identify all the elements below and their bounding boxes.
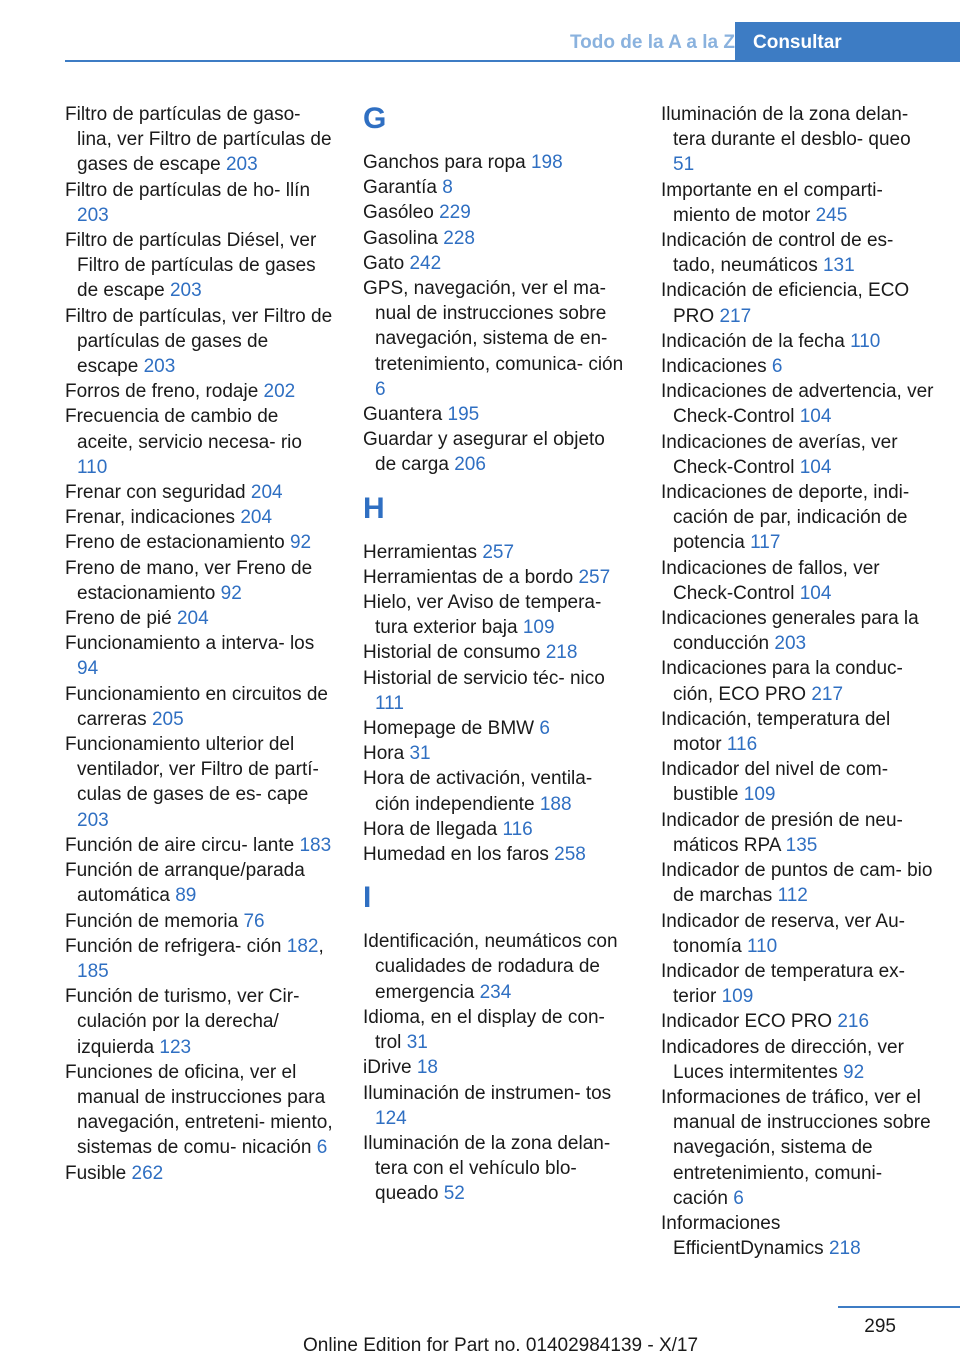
page-ref-link[interactable]: 198: [530, 152, 563, 173]
entry-text: Funcionamiento en circuitos de carreras: [65, 683, 328, 730]
page-ref-link[interactable]: 6: [733, 1187, 744, 1209]
page-ref-link[interactable]: 124: [375, 1107, 407, 1129]
entry-text: Iluminación de instrumen‐ tos: [363, 1082, 612, 1104]
index-entry: [65, 1161, 333, 1186]
index-entry: [65, 984, 333, 1060]
entry-text: Indicador de presión de neu‐ máticos RPA: [661, 809, 903, 856]
page-ref-link[interactable]: 31: [409, 743, 431, 765]
index-entry: [661, 606, 935, 656]
entry-text: Indicador de temperatura ex‐ terior: [661, 960, 905, 1008]
page-ref-link[interactable]: 109: [721, 986, 754, 1008]
entry-text: Filtro de partículas Diésel, ver Filtro de partículas de gases de escape: [65, 230, 317, 302]
letter-heading-g: G: [363, 102, 387, 135]
entry-text: Indicaciones generales para la conducción: [661, 608, 919, 655]
entry-text: Indicaciones: [661, 356, 767, 378]
entry-text: Iluminación de la zona delan‐ tera durante el desblo‐ queo: [661, 104, 911, 151]
page-ref-link[interactable]: 109: [743, 784, 776, 806]
entry-text: Funciones de oficina, ver el manual de instrucciones para navegación, entreteni‐ miento, sistemas de comu‐ nicación: [65, 1061, 333, 1159]
index-entry: [363, 640, 631, 665]
header-rule: [65, 60, 960, 62]
page-ref-link[interactable]: 110: [77, 456, 108, 478]
index-entry: [363, 226, 631, 251]
page-ref-link[interactable]: 245: [815, 204, 848, 226]
page-ref-link[interactable]: 116: [502, 818, 533, 840]
entry-text: GPS, navegación, ver el ma‐ nual de instrucciones sobre navegación, sistema de en‐ tretenimiento, comunica‐ ción: [363, 278, 624, 375]
page-ref-link[interactable]: 6: [539, 718, 550, 740]
entry-text: Humedad en los faros: [363, 844, 549, 866]
page-ref-link[interactable]: 76: [243, 910, 265, 932]
index-entry: [363, 1131, 631, 1207]
entry-text: Forros de freno, rodaje: [65, 381, 259, 403]
index-entry: [65, 228, 333, 304]
index-entry: [363, 251, 631, 276]
index-entry: [65, 102, 333, 178]
page-ref-link[interactable]: 6: [771, 356, 783, 378]
page-ref-link[interactable]: 195: [447, 404, 480, 426]
index-entry: [65, 682, 333, 732]
edition-footer: Online Edition for Part no. 01402984139 - X/17: [303, 1335, 699, 1356]
entry-text: Función de arranque/parada automática: [65, 860, 305, 907]
page-ref-link[interactable]: 110: [746, 935, 778, 957]
page-ref-link[interactable]: 123: [159, 1036, 192, 1058]
index-column-1: [65, 102, 333, 1186]
entry-text: Funcionamiento a interva‐ los: [65, 633, 315, 655]
page-ref-link[interactable]: 92: [289, 532, 312, 554]
page-ref-link[interactable]: 234: [479, 981, 512, 1003]
page-ref-link[interactable]: 217: [719, 305, 752, 327]
page-ref-link[interactable]: 218: [828, 1238, 861, 1260]
entry-text: Función de refrigera‐ ción: [65, 935, 282, 957]
index-column-2: [363, 102, 631, 1207]
page-ref-link[interactable]: 92: [220, 582, 242, 604]
entry-text: Filtro de partículas, ver Filtro de partículas de gases de escape: [65, 305, 333, 378]
page-ref-link[interactable]: 92: [843, 1061, 865, 1083]
entry-text: Guardar y asegurar el objeto de carga: [363, 429, 605, 476]
page-ref-link[interactable]: 94: [77, 658, 99, 680]
entry-text: Idioma, en el display de con‐ trol: [363, 1006, 605, 1054]
entry-text: Funcionamiento ulterior del ventilador, ver Filtro de partí‐ culas de gases de es‐ cape: [65, 734, 319, 806]
index-entry: [661, 556, 935, 606]
index-entry: [661, 656, 935, 706]
page-ref-link[interactable]: 104: [799, 406, 832, 428]
page-ref-link[interactable]: 110: [850, 330, 881, 352]
page-ref-link[interactable]: 202: [263, 381, 296, 403]
section-title: Todo de la A a la Z: [569, 32, 735, 53]
page-ref-link[interactable]: 204: [250, 482, 283, 504]
index-entry: [65, 379, 333, 404]
entry-text: Frecuencia de cambio de aceite, servicio necesa‐ rio: [65, 406, 302, 453]
index-entry: [65, 505, 333, 530]
entry-text: Gato: [363, 252, 405, 274]
index-entry: [363, 276, 631, 402]
page-ref-link[interactable]: 117: [750, 532, 781, 554]
index-entry: [65, 833, 333, 858]
index-entry: [661, 909, 935, 959]
index-entry: [661, 707, 935, 757]
letter-heading-h: H: [363, 491, 385, 525]
page-ref-link[interactable]: 228: [443, 227, 475, 249]
page-ref-link[interactable]: 204: [240, 507, 273, 529]
entry-text: Guantera: [363, 404, 443, 426]
index-entry: [661, 178, 935, 228]
index-entry: [65, 304, 333, 380]
index-entry: [65, 631, 333, 681]
letter-group-i: [363, 929, 631, 1206]
entry-text: Indicador de reserva, ver Au‐ tonomía: [661, 910, 905, 957]
entry-text: Frenar con seguridad: [65, 482, 246, 504]
page-ref-link[interactable]: 31: [406, 1032, 428, 1054]
index-entry: [65, 556, 333, 606]
index-entry: [661, 480, 935, 556]
entry-text: Iluminación de la zona delan‐ tera con el vehículo blo‐ queado: [363, 1132, 611, 1205]
index-entry: [363, 175, 631, 200]
letter-group-h: [363, 540, 631, 868]
index-entry: [65, 858, 333, 908]
index-entry: [65, 480, 333, 505]
entry-text: Función de memoria: [65, 910, 239, 932]
page-ref-link[interactable]: 218: [545, 642, 578, 664]
index-entry: [363, 565, 631, 590]
index-entry: [65, 909, 333, 934]
index-entry: [661, 1085, 935, 1211]
index-entry: [65, 606, 333, 631]
page-ref-link[interactable]: 89: [175, 885, 197, 907]
entry-text: Fusible: [65, 1162, 127, 1184]
entry-text: Indicaciones de advertencia, ver Check-Control: [661, 381, 934, 428]
index-entry: [661, 1211, 935, 1261]
page-ref-link[interactable]: 6: [375, 378, 386, 400]
entry-text: Indicador ECO PRO: [661, 1011, 833, 1033]
page-ref-link[interactable]: 131: [822, 255, 855, 277]
entry-text: Frenar, indicaciones: [65, 507, 236, 529]
entry-text: Filtro de partículas de ho‐ llín: [65, 179, 311, 201]
page-ref-link[interactable]: 135: [785, 834, 818, 856]
entry-text: Herramientas: [363, 541, 478, 563]
page-ref-link[interactable]: 203: [169, 280, 202, 302]
page-ref-link[interactable]: 229: [439, 202, 471, 224]
entry-text: Garantía: [363, 177, 437, 199]
index-entry: [661, 757, 935, 807]
entry-text: Hora de llegada: [363, 818, 498, 840]
page-ref-link[interactable]: 112: [777, 885, 808, 907]
index-entry: [363, 1055, 631, 1080]
index-entry: [65, 530, 333, 555]
index-entry: [363, 402, 631, 427]
entry-text: Freno de mano, ver Freno de estacionamiento: [65, 557, 313, 604]
page-ref-link[interactable]: 104: [799, 456, 832, 478]
index-entry: [661, 102, 935, 178]
index-entry: [363, 842, 631, 867]
page-ref-link[interactable]: 185: [77, 960, 109, 982]
entry-text: Hielo, ver Aviso de tempera‐ tura exterior baja: [363, 592, 602, 639]
page-ref-link[interactable]: 104: [799, 582, 832, 604]
page-header: [65, 22, 960, 62]
entry-text: Ganchos para ropa: [363, 152, 526, 173]
index-entry: [363, 427, 631, 477]
page-ref-link[interactable]: 52: [443, 1183, 465, 1205]
page-ref-link[interactable]: 116: [726, 734, 758, 756]
index-column-3: [661, 102, 935, 1261]
page-ref-link[interactable]: 217: [811, 683, 844, 705]
index-entry: [661, 1035, 935, 1085]
page-ref-link[interactable]: 203: [774, 633, 807, 655]
index-entry: [363, 540, 631, 565]
entry-text: Informaciones EfficientDynamics: [661, 1212, 824, 1260]
tab-consultar[interactable]: Consultar: [735, 22, 960, 62]
entry-text: Herramientas de a bordo: [363, 566, 574, 588]
entry-text: Hora: [363, 743, 405, 765]
page-ref-link[interactable]: 203: [225, 154, 258, 176]
page-ref-link[interactable]: 183: [299, 834, 332, 856]
letter-group-g: [363, 150, 631, 478]
index-entry: [661, 354, 935, 379]
index-entry: [65, 178, 333, 228]
index-entry: [661, 1009, 935, 1034]
page-ref-link[interactable]: 204: [176, 608, 209, 630]
page-ref-link[interactable]: 51: [673, 154, 695, 176]
index-entry: [363, 150, 631, 175]
entry-text: Hora de activación, ventila‐ ción independiente: [363, 768, 593, 815]
entry-text: Indicaciones de deporte, indi‐ cación de par, indicación de potencia: [661, 482, 910, 554]
index-entry: [65, 404, 333, 480]
entry-text: Indicación, temperatura del motor: [661, 708, 891, 756]
page-ref-link[interactable]: 203: [77, 204, 109, 226]
page-ref-link[interactable]: 205: [151, 708, 184, 730]
index-entry: [661, 278, 935, 328]
page-ref-link[interactable]: 6: [316, 1137, 328, 1159]
entry-text: Identificación, neumáticos con cualidades de rodadura de emergencia: [363, 931, 618, 1003]
entry-text: Indicación de la fecha: [661, 330, 845, 352]
page-ref-link[interactable]: 8: [442, 177, 453, 199]
index-entry: [363, 590, 631, 640]
index-entry: Función de refrigera‐ ción 182, 185: [65, 935, 324, 982]
entry-text: Homepage de BMW: [363, 718, 535, 740]
index-entry: [65, 732, 333, 833]
entry-text: Función de turismo, ver Cir‐ culación por la derecha/ izquierda: [65, 986, 300, 1058]
page-ref-link[interactable]: 111: [375, 692, 404, 714]
footer-rule: [838, 1306, 960, 1308]
index-entry: [363, 817, 631, 842]
entry-text: Función de aire circu‐ lante: [65, 834, 295, 856]
entry-text: Importante en el comparti‐ miento de motor: [661, 179, 883, 226]
index-entry: [363, 1081, 631, 1131]
entry-text: Indicador de puntos de cam‐ bio de marchas: [661, 860, 933, 907]
page-ref-link[interactable]: 18: [416, 1057, 438, 1079]
page-ref-link[interactable]: 188: [539, 793, 572, 815]
page-ref-link[interactable]: 203: [143, 356, 176, 378]
index-entry: [661, 959, 935, 1009]
index-entry: [661, 228, 935, 278]
index-entry: [661, 430, 935, 480]
page-ref-link[interactable]: 257: [482, 541, 515, 563]
index-entry: [363, 929, 631, 1005]
index-entry: [661, 379, 935, 429]
entry-text: Indicaciones para la conduc‐ ción, ECO PRO: [661, 658, 903, 705]
page-ref-link[interactable]: 257: [578, 566, 611, 588]
page-ref-link[interactable]: 182: [286, 935, 319, 957]
page-ref-link[interactable]: 258: [554, 844, 586, 866]
entry-text: Indicación de eficiencia, ECO PRO: [661, 280, 910, 327]
letter-heading-i: I: [363, 881, 372, 915]
entry-text: Indicador del nivel de com‐ bustible: [661, 759, 889, 806]
page-ref-link[interactable]: 206: [454, 454, 486, 476]
entry-text: Informaciones de tráfico, ver el manual de instrucciones sobre navegación, sistema de entretenimiento, comuni‐ cación: [661, 1086, 931, 1209]
entry-text: Filtro de partículas de gaso‐ lina, ver Filtro de partículas de gases de escape: [65, 104, 332, 176]
entry-text: Indicación de control de es‐ tado, neumáticos: [661, 230, 894, 277]
entry-text: Freno de pié: [65, 608, 172, 630]
index-entry: [661, 329, 935, 354]
index-entry: [661, 858, 935, 908]
index-entry: [363, 741, 631, 766]
entry-text: Historial de servicio téc‐ nico: [363, 667, 605, 689]
page-number: 295: [864, 1316, 896, 1337]
page-ref-link[interactable]: 242: [409, 252, 442, 274]
entry-text: Gasolina: [363, 227, 438, 249]
page-ref-link[interactable]: 262: [131, 1162, 164, 1184]
index-entry: [363, 716, 631, 741]
index-entry: [661, 808, 935, 858]
page-ref-link[interactable]: 109: [522, 617, 555, 639]
index-entry: [363, 766, 631, 816]
index-entry: [65, 1060, 333, 1161]
entry-text: Indicaciones de fallos, ver Check-Control: [661, 557, 880, 604]
entry-text: Indicaciones de averías, ver Check-Control: [661, 431, 898, 478]
index-entry: [363, 666, 631, 716]
index-entry: [363, 1005, 631, 1055]
entry-text: Historial de consumo: [363, 642, 541, 664]
index-entry: [363, 200, 631, 225]
entry-text: iDrive: [363, 1057, 412, 1079]
entry-text: Gasóleo: [363, 202, 434, 224]
page-ref-link[interactable]: 216: [837, 1011, 870, 1033]
entry-text: Freno de estacionamiento: [65, 532, 285, 554]
entry-text: Indicadores de dirección, ver Luces intermitentes: [661, 1036, 904, 1083]
page-ref-link[interactable]: 203: [77, 809, 109, 831]
